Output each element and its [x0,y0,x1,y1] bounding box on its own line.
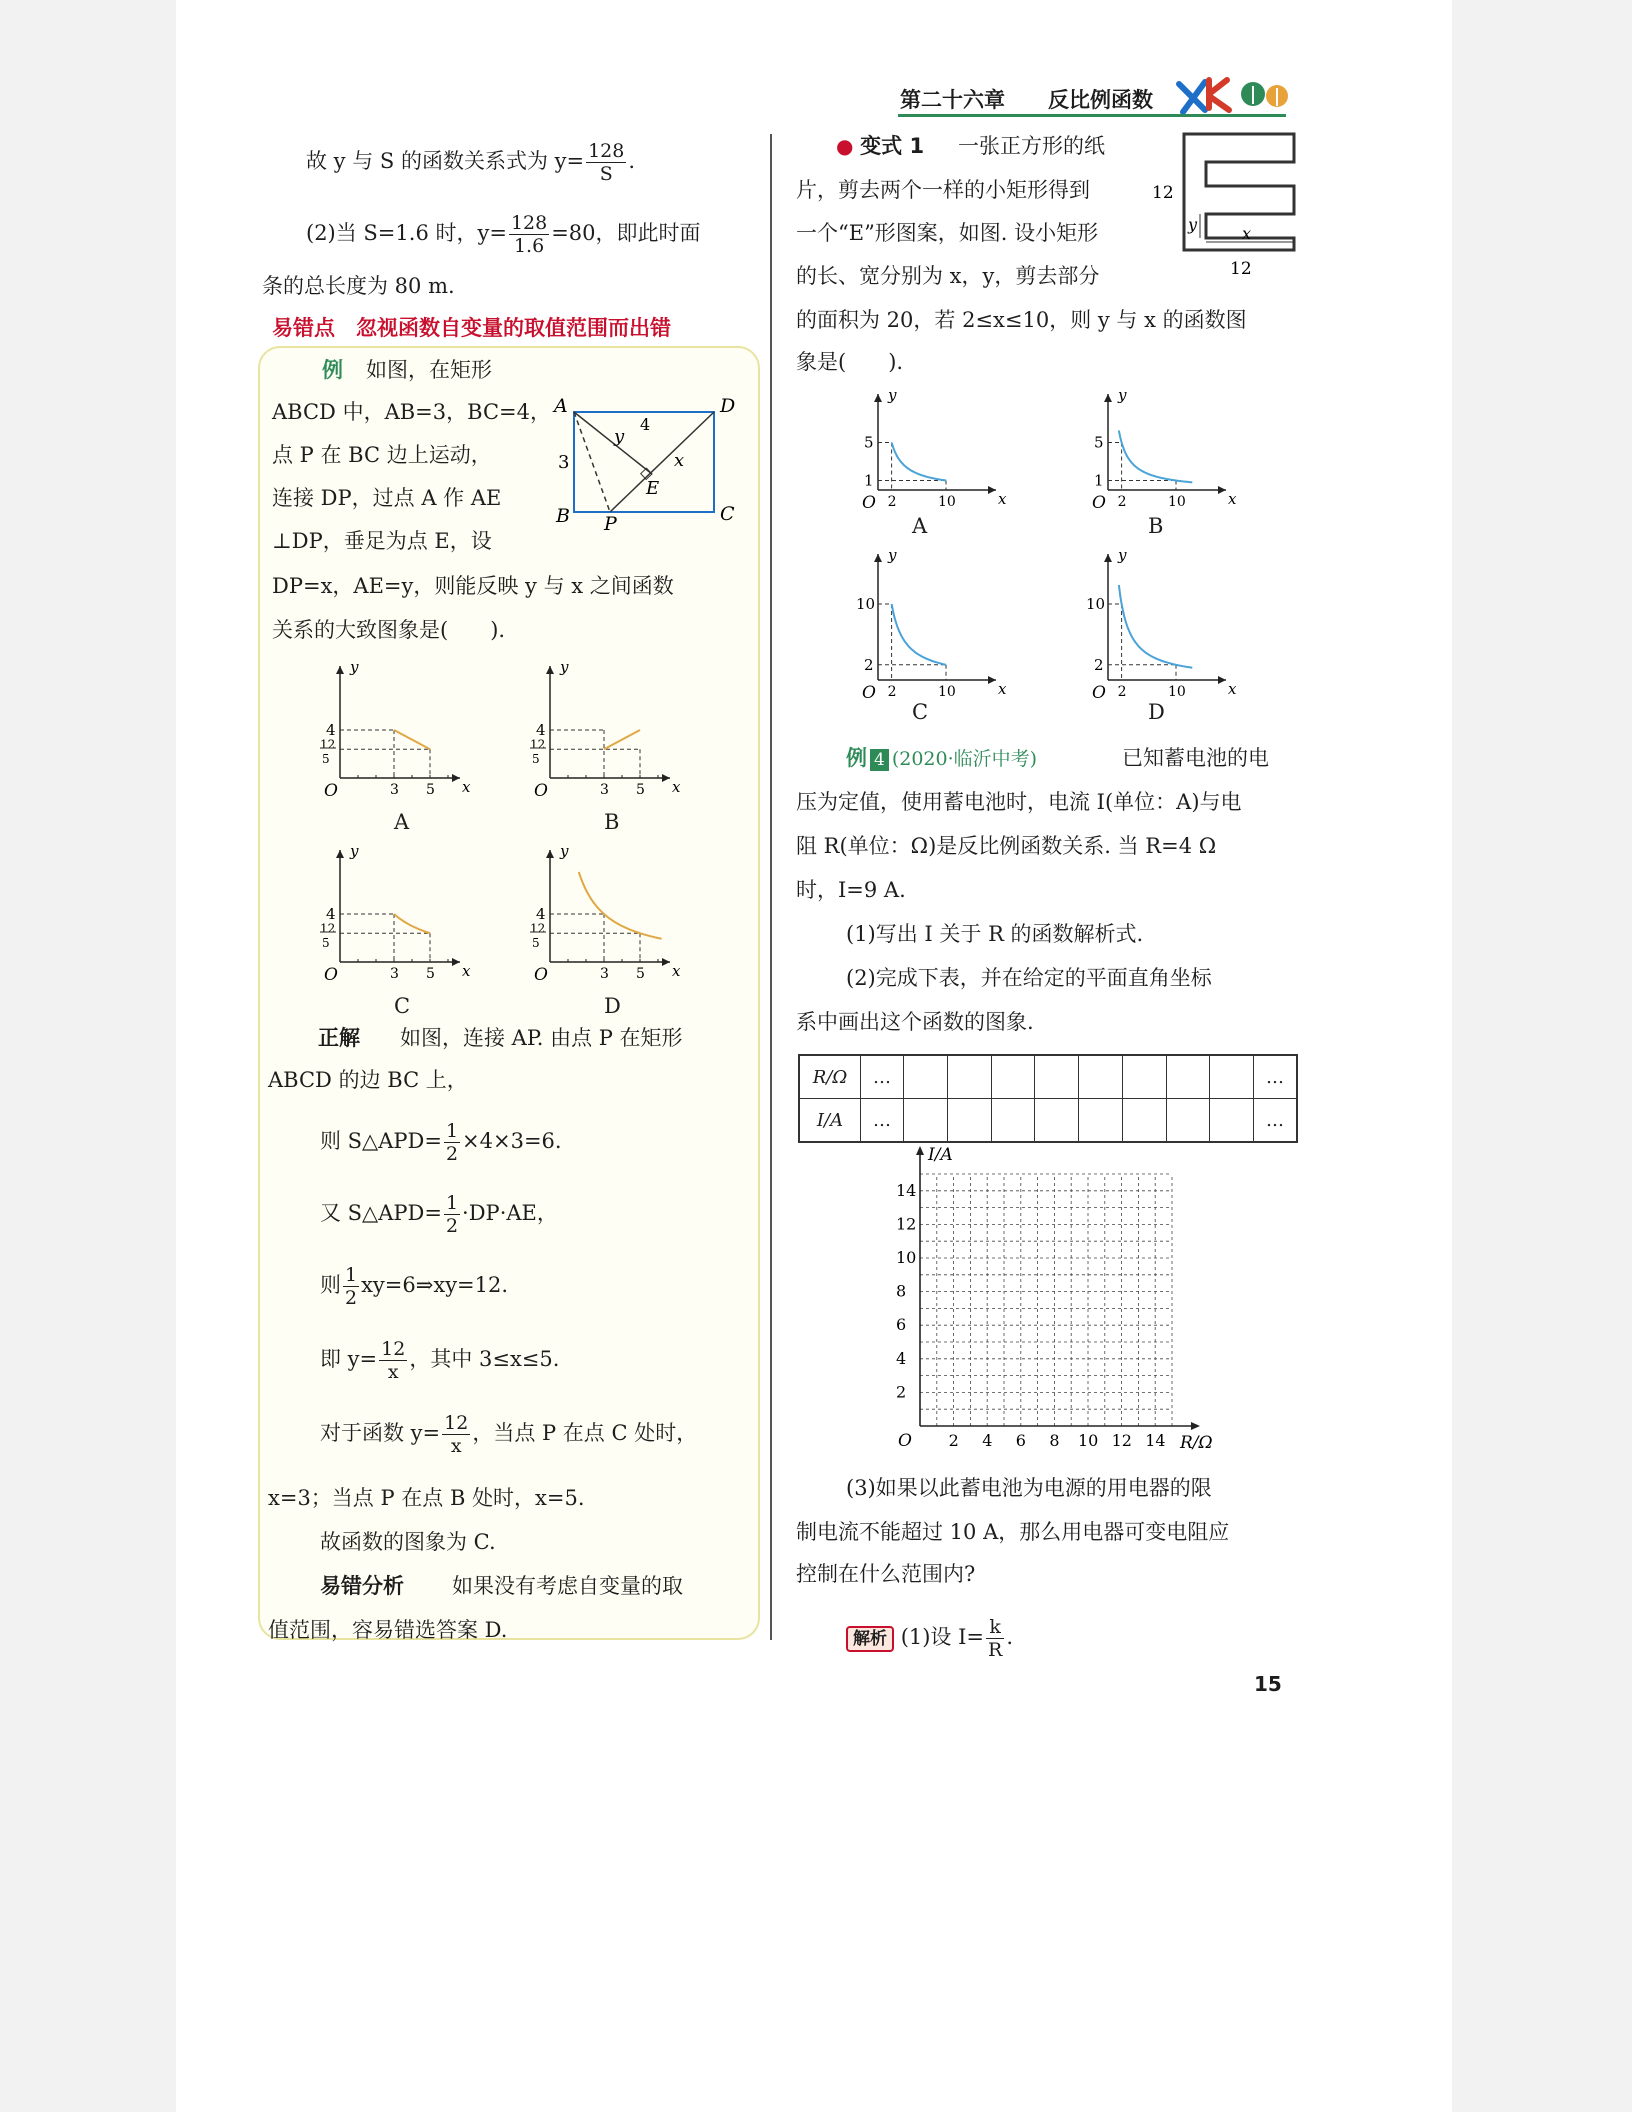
y-axis-label: y [1118,386,1127,404]
answer-line-2: (2)当 S=1.6 时，y= $\frac{128}{1.6}$ =80，即此时面 [306,212,701,257]
variant-line: 象是( ). [796,350,904,374]
solution-line: 又 S△APD= $\frac{1}{2}$ ·DP·AE， [320,1192,558,1237]
x-tick-label: 8 [1049,1431,1060,1450]
y-tick-label: 12 [530,921,546,936]
rect-label-x: x [674,450,685,471]
variant-line: 的面积为 20，若 2≤x≤10，则 y 与 x 的函数图 [796,308,1247,332]
example-line: 连接 DP，过点 A 作 AE [272,486,502,510]
right-graph-option: B [1148,514,1164,538]
x-arrow [452,774,460,782]
y-tick-label: 5 [864,433,874,452]
question-3-line: (3)如果以此蓄电池为电源的用电器的限 [846,1476,1212,1500]
left-graph-option: A [394,810,410,834]
y-axis-label: I/A [928,1145,953,1165]
error-analysis-line: 如果没有考虑自变量的取 [452,1574,683,1598]
solution-line: 对于函数 y= $\frac{12}{x}$ ，当点 P 在点 C 处时， [320,1412,698,1457]
answer-line-3: 条的总长度为 80 m. [262,274,455,298]
x-arrow [1191,1422,1200,1430]
y-tick-label: 10 [896,1248,917,1267]
y-tick-label: 1 [864,471,874,490]
table-cell: … [861,1055,904,1099]
x-axis-label: x [998,490,1007,508]
y-tick-label: 4 [326,721,336,739]
e-x-label: x [1242,224,1252,243]
y-tick-label: 5 [532,935,540,950]
example-line: ⊥DP，垂足为点 E，设 [272,529,492,553]
y-tick-label: 12 [320,737,336,752]
x-axis-label: x [672,962,681,980]
right-graph [848,388,1018,514]
rect-label-P: P [604,513,617,535]
y-axis-label: y [888,546,897,564]
y-axis-label: y [560,658,569,676]
solution-line: 则 S△APD= $\frac{1}{2}$ ×4×3=6. [320,1120,562,1165]
left-graph [520,844,700,994]
solution-line: x=3；当点 P 在点 B 处时，x=5. [268,1486,585,1510]
variant-line: 一张正方形的纸 [958,134,1105,158]
x-tick-label: 10 [1078,1431,1099,1450]
chapter-label: 第二十六章 [900,88,1005,112]
y-tick-label: 1 [1094,471,1104,490]
y-tick-label: 5 [532,751,540,766]
rect-label-C: C [720,503,735,525]
right-graph-option: A [912,514,928,538]
example4-heading: 例 4 (2020·临沂中考) [846,745,1038,770]
question-3-line: 制电流不能超过 10 A，那么用电器可变电阻应 [796,1520,1230,1544]
variant-line: 一个“E”形图案，如图. 设小矩形 [796,221,1099,245]
y-tick-label: 4 [326,905,336,923]
error-point-title: 易错点 忽视函数自变量的取值范围而出错 [272,316,671,340]
answer-line: 故 y 与 S 的函数关系式为 y= $\frac{128}{S}$ . [306,140,636,185]
x-tick-label: 10 [1168,494,1186,510]
rect-label-B: B [556,505,570,527]
error-analysis-tag: 易错分析 [320,1574,404,1598]
rect-label-ad: 4 [640,415,651,434]
example-line: ABCD 中，AB=3，BC=4， [272,400,551,424]
function-curve [1119,585,1192,668]
table-cell: … [861,1099,904,1143]
function-curve [579,872,662,939]
y-tick-label: 10 [1086,595,1106,613]
origin-label: O [534,965,548,985]
left-graph-option: C [394,994,411,1018]
rect-label-A: A [554,395,568,417]
x-tick-label: 2 [1117,684,1127,700]
y-arrow [1104,554,1112,562]
analysis-line: 解析 (1)设 I= $\frac{k}{R}$ . [846,1616,1013,1661]
page-number: 15 [1254,1672,1282,1696]
left-graph [520,660,690,810]
question-2-line: (2)完成下表，并在给定的平面直角坐标 [846,966,1212,990]
y-arrow [546,666,554,674]
right-graph [1078,546,1248,703]
coordinate-grid [880,1145,1213,1470]
e-side-label: 12 [1152,183,1174,203]
y-arrow [1104,394,1112,402]
solution-tag: 正解 [318,1026,360,1050]
y-tick-label: 12 [896,1214,917,1234]
example-line: 关系的大致图象是( ). [272,618,506,642]
table-row [799,1099,1297,1143]
header-rule [898,114,1286,117]
function-curve [892,604,946,665]
y-axis-label: y [1118,546,1127,564]
y-tick-label: 2 [1094,655,1104,674]
table-header-cell: I/A [799,1099,861,1143]
x-arrow [662,958,670,966]
table-cell: … [1254,1055,1298,1099]
x-tick-label: 5 [636,782,645,798]
x-tick-label: 2 [1117,494,1127,510]
x-tick-label: 3 [390,966,399,982]
solution-line: 故函数的图象为 C. [320,1530,496,1554]
x-axis-label: x [1228,490,1237,508]
x-tick-label: 2 [948,1431,959,1450]
y-tick-label: 4 [536,721,546,739]
x-tick-label: 10 [938,684,956,700]
rect-label-y: y [614,426,625,447]
x-tick-label: 5 [636,966,645,982]
example4-line: 已知蓄电池的电 [1122,746,1269,770]
left-graph [310,844,480,994]
x-axis-label: R/Ω [1180,1433,1213,1453]
y-axis-label: y [350,658,359,676]
y-tick-label: 10 [856,595,876,613]
solution-line: 即 y= $\frac{12}{x}$ ，其中 3≤x≤5. [320,1338,560,1383]
origin-label: O [1092,683,1106,703]
y-arrow [874,394,882,402]
table-header-cell: R/Ω [799,1055,861,1099]
rect-label-D: D [720,395,736,417]
left-graph [310,660,480,810]
e-bottom-label: 12 [1230,259,1252,279]
right-graph [848,546,1018,703]
value-table [798,1054,1298,1143]
solution-line: ABCD 的边 BC 上， [268,1068,468,1092]
x-axis-label: x [1228,680,1237,698]
origin-label: O [1092,493,1106,513]
x-tick-label: 14 [1145,1431,1166,1450]
x-tick-label: 10 [938,494,956,510]
y-arrow [546,850,554,858]
left-graph-option: D [604,994,621,1018]
x-tick-label: 3 [390,782,399,798]
y-tick-label: 5 [1094,433,1104,452]
y-tick-label: 12 [320,921,336,936]
question-3-line: 控制在什么范围内? [796,1562,976,1586]
x-axis-label: x [462,778,471,796]
example4-line: 时，I=9 A. [796,878,906,902]
x-arrow [662,774,670,782]
example-line: 如图，在矩形 [366,358,492,382]
example-line: 点 P 在 BC 边上运动， [272,443,492,467]
x-arrow [1218,486,1226,494]
origin-label: O [534,781,548,801]
x-tick-label: 6 [1015,1431,1026,1450]
function-curve [604,730,640,749]
function-curve [892,443,946,481]
origin-label: O [862,683,876,703]
y-tick-label: 4 [536,905,546,923]
variant-line: 片，剪去两个一样的小矩形得到 [796,178,1090,202]
example4-line: 阻 R(单位：Ω)是反比例函数关系. 当 R=4 Ω [796,834,1217,858]
y-tick-label: 5 [322,935,330,950]
table-row [799,1055,1297,1099]
y-arrow [336,850,344,858]
question-2-line: 系中画出这个函数的图象. [796,1010,1034,1034]
x-tick-label: 4 [982,1431,993,1450]
y-tick-label: 8 [896,1281,907,1301]
right-graph [1078,388,1248,514]
function-curve [394,914,430,933]
origin-label: O [324,781,338,801]
rect-label-ab: 3 [558,452,570,473]
x-arrow [988,486,996,494]
y-axis-label: y [350,842,359,860]
error-analysis-line: 值范围，容易错选答案 D. [268,1618,508,1642]
origin-label: O [324,965,338,985]
example-line: DP=x，AE=y，则能反映 y 与 x 之间函数 [272,574,674,598]
x-axis-label: x [462,962,471,980]
x-arrow [1218,676,1226,684]
x-arrow [452,958,460,966]
chapter-logo [1175,74,1295,116]
y-arrow [874,554,882,562]
x-tick-label: 10 [1168,684,1186,700]
function-curve [1119,431,1192,483]
rect-label-E: E [646,478,660,499]
function-curve [394,730,430,749]
e-shape-figure [1150,126,1300,278]
right-graph-option: C [912,700,929,724]
y-tick-label: 6 [896,1315,907,1335]
origin-label: O [862,493,876,513]
x-axis-label: x [998,680,1007,698]
y-tick-label: 12 [530,737,546,752]
x-tick-label: 12 [1111,1431,1132,1450]
origin-label: O [898,1431,912,1451]
table-cell: … [1254,1099,1298,1143]
question-1: (1)写出 I 关于 R 的函数解析式. [846,922,1144,946]
column-divider [770,134,772,1640]
left-graph-option: B [604,810,620,834]
pin-icon: ● [836,134,854,158]
example-tag: 例 [322,357,343,382]
x-tick-label: 2 [887,684,897,700]
x-tick-label: 3 [600,966,609,982]
x-tick-label: 3 [600,782,609,798]
y-tick-label: 2 [896,1382,907,1402]
solution-line: 如图，连接 AP. 由点 P 在矩形 [400,1026,683,1050]
e-y-label: y [1188,215,1198,234]
example4-line: 压为定值，使用蓄电池时，电流 I(单位：A)与电 [796,790,1242,814]
y-tick-label: 4 [896,1348,907,1368]
x-arrow [988,676,996,684]
y-tick-label: 5 [322,751,330,766]
x-axis-label: x [672,778,681,796]
y-arrow [336,666,344,674]
y-tick-label: 2 [864,655,874,674]
y-tick-label: 14 [896,1180,917,1200]
x-tick-label: 5 [426,782,435,798]
rectangle-figure [550,390,750,535]
y-axis-label: y [560,842,569,860]
variant-heading: ● 变式 1 [836,134,925,158]
x-tick-label: 2 [887,494,897,510]
chapter-title: 反比例函数 [1048,88,1153,112]
solution-line: 则 $\frac{1}{2}$ xy=6⇒xy=12. [320,1264,509,1309]
variant-line: 的长、宽分别为 x，y，剪去部分 [796,264,1100,288]
x-tick-label: 5 [426,966,435,982]
right-graph-option: D [1148,700,1165,724]
y-axis-label: y [888,386,897,404]
